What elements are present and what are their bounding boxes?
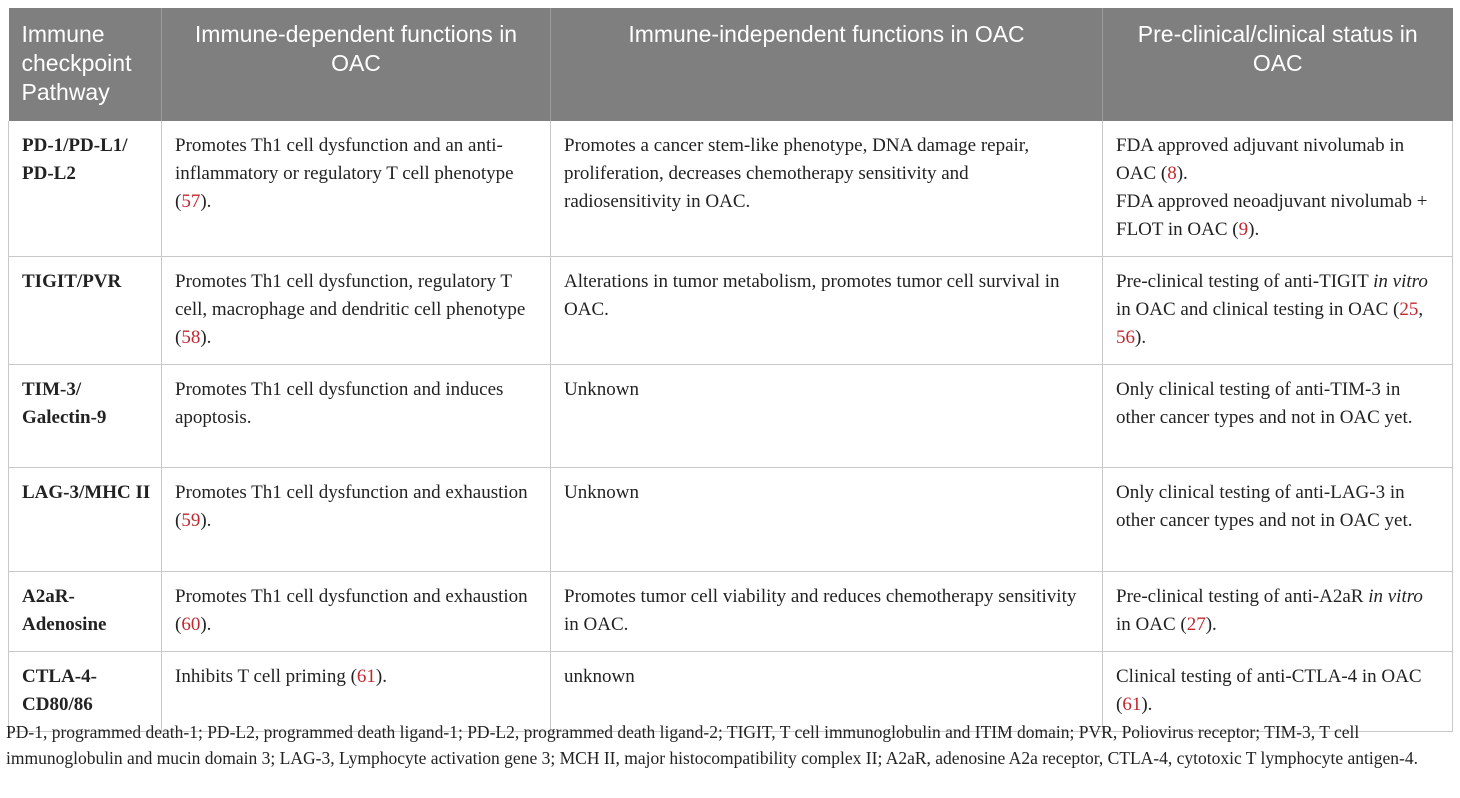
reference-link[interactable]: 8 bbox=[1167, 163, 1177, 184]
pathway-cell: TIM-3/ Galectin-9 bbox=[9, 365, 162, 468]
cell-text: in OAC and clinical testing in OAC ( bbox=[1116, 299, 1400, 320]
reference-link[interactable]: 56 bbox=[1116, 327, 1135, 348]
cell-text: Promotes tumor cell viability and reduces chemotherapy sensitivity in OAC. bbox=[564, 586, 1077, 635]
pathway-cell: TIGIT/PVR bbox=[9, 257, 162, 365]
reference-link[interactable]: 25 bbox=[1399, 299, 1419, 320]
header-immune-dependent: Immune-dependent functions in OAC bbox=[162, 8, 551, 121]
cell-text: in OAC ( bbox=[1116, 614, 1187, 635]
independent-cell bbox=[551, 257, 1103, 365]
table-footnote: PD-1, programmed death-1; PD-L2, programmed death ligand-1; PD-L2, programmed death ligand-2; TIGIT, T cell immunoglobulin and ITIM domain; PVR, Poliovirus receptor; TIM-3, T cell immunoglobulin and mucin domain 3; LAG-3, Lymphocyte activation gene 3; MCH II, major histocompatibility complex II; A2aR, adenosine A2a receptor, CTLA-4, cytotoxic T lymphocyte antigen-4. bbox=[6, 722, 1418, 768]
reference-link[interactable]: 61 bbox=[356, 666, 376, 687]
cell-text: ). bbox=[200, 510, 212, 531]
cell-text: Promotes Th1 cell dysfunction and induces apoptosis. bbox=[175, 379, 504, 428]
independent-cell bbox=[551, 121, 1103, 257]
cell-text: ). bbox=[1248, 219, 1260, 240]
table-row bbox=[9, 257, 1453, 365]
cell-text: ). bbox=[200, 614, 212, 635]
italic-text: in vitro bbox=[1373, 271, 1428, 292]
cell-text: FDA approved adjuvant nivolumab in OAC ( bbox=[1116, 135, 1405, 184]
cell-text: ). bbox=[200, 327, 212, 348]
cell-text: ). bbox=[1141, 694, 1153, 715]
cell-text: Clinical testing of anti-CTLA-4 in OAC ( bbox=[1116, 666, 1422, 715]
status-cell bbox=[1103, 468, 1453, 572]
table-row bbox=[9, 365, 1453, 468]
reference-link[interactable]: 9 bbox=[1238, 219, 1249, 240]
reference-link[interactable]: 59 bbox=[181, 510, 201, 531]
table-row bbox=[9, 572, 1453, 652]
cell-text: unknown bbox=[564, 666, 635, 687]
reference-link[interactable]: 58 bbox=[181, 327, 201, 348]
pathway-cell: A2aR-Adenosine bbox=[9, 572, 162, 652]
cell-text: Unknown bbox=[564, 482, 639, 503]
italic-text: in vitro bbox=[1368, 586, 1423, 607]
cell-text: ). bbox=[375, 666, 387, 687]
status-cell bbox=[1103, 121, 1453, 257]
header-immune-independent: Immune-independent functions in OAC bbox=[551, 8, 1103, 121]
table-row bbox=[9, 121, 1453, 257]
independent-cell bbox=[551, 468, 1103, 572]
cell-text: Promotes Th1 cell dysfunction and exhaustion ( bbox=[175, 586, 528, 635]
cell-text: Inhibits T cell priming ( bbox=[175, 666, 357, 687]
header-clinical-status: Pre-clinical/clinical status in OAC bbox=[1103, 8, 1453, 121]
immune-checkpoint-table bbox=[8, 8, 1453, 732]
cell-text: ). bbox=[1176, 163, 1188, 184]
reference-link[interactable]: 27 bbox=[1186, 614, 1206, 635]
cell-text: , bbox=[1418, 299, 1424, 320]
pathway-cell: LAG-3/MHC II bbox=[9, 468, 162, 572]
cell-text: Promotes Th1 cell dysfunction, regulatory T cell, macrophage and dendritic cell phenotype ( bbox=[175, 271, 526, 348]
checkpoint-table-wrapper bbox=[8, 8, 1452, 732]
dependent-cell bbox=[162, 121, 551, 257]
reference-link[interactable]: 61 bbox=[1122, 694, 1142, 715]
independent-cell bbox=[551, 365, 1103, 468]
status-cell bbox=[1103, 257, 1453, 365]
dependent-cell bbox=[162, 257, 551, 365]
dependent-cell bbox=[162, 468, 551, 572]
cell-text: Unknown bbox=[564, 379, 639, 400]
cell-text: Pre-clinical testing of anti-A2aR bbox=[1116, 586, 1369, 607]
pathway-cell: CTLA-4-CD80/86 bbox=[9, 652, 162, 732]
cell-text: FDA approved neoadjuvant nivolumab + FLOT in OAC ( bbox=[1116, 191, 1428, 240]
cell-text: ). bbox=[200, 191, 212, 212]
cell-text: Only clinical testing of anti-TIM-3 in other cancer types and not in OAC yet. bbox=[1116, 379, 1413, 428]
dependent-cell bbox=[162, 365, 551, 468]
reference-link[interactable]: 60 bbox=[181, 614, 201, 635]
cell-text: Promotes Th1 cell dysfunction and exhaustion ( bbox=[175, 482, 528, 531]
cell-text: Promotes a cancer stem-like phenotype, DNA damage repair, proliferation, decreases chemotherapy sensitivity and radiosensitivity in OAC. bbox=[564, 135, 1030, 212]
table-row bbox=[9, 468, 1453, 572]
cell-text: Promotes Th1 cell dysfunction and an anti-inflammatory or regulatory T cell phenotype ( bbox=[175, 135, 514, 212]
pathway-cell: PD-1/PD-L1/ PD-L2 bbox=[9, 121, 162, 257]
dependent-cell bbox=[162, 572, 551, 652]
reference-link[interactable]: 57 bbox=[181, 191, 201, 212]
cell-text: Alterations in tumor metabolism, promotes tumor cell survival in OAC. bbox=[564, 271, 1060, 320]
cell-text: ). bbox=[1135, 327, 1147, 348]
cell-text: Only clinical testing of anti-LAG-3 in other cancer types and not in OAC yet. bbox=[1116, 482, 1413, 531]
independent-cell bbox=[551, 572, 1103, 652]
status-cell bbox=[1103, 365, 1453, 468]
table-header bbox=[9, 8, 1453, 121]
cell-text: ). bbox=[1205, 614, 1217, 635]
cell-text: Pre-clinical testing of anti-TIGIT bbox=[1116, 271, 1374, 292]
header-pathway: Immune checkpoint Pathway bbox=[9, 8, 162, 121]
status-cell bbox=[1103, 572, 1453, 652]
